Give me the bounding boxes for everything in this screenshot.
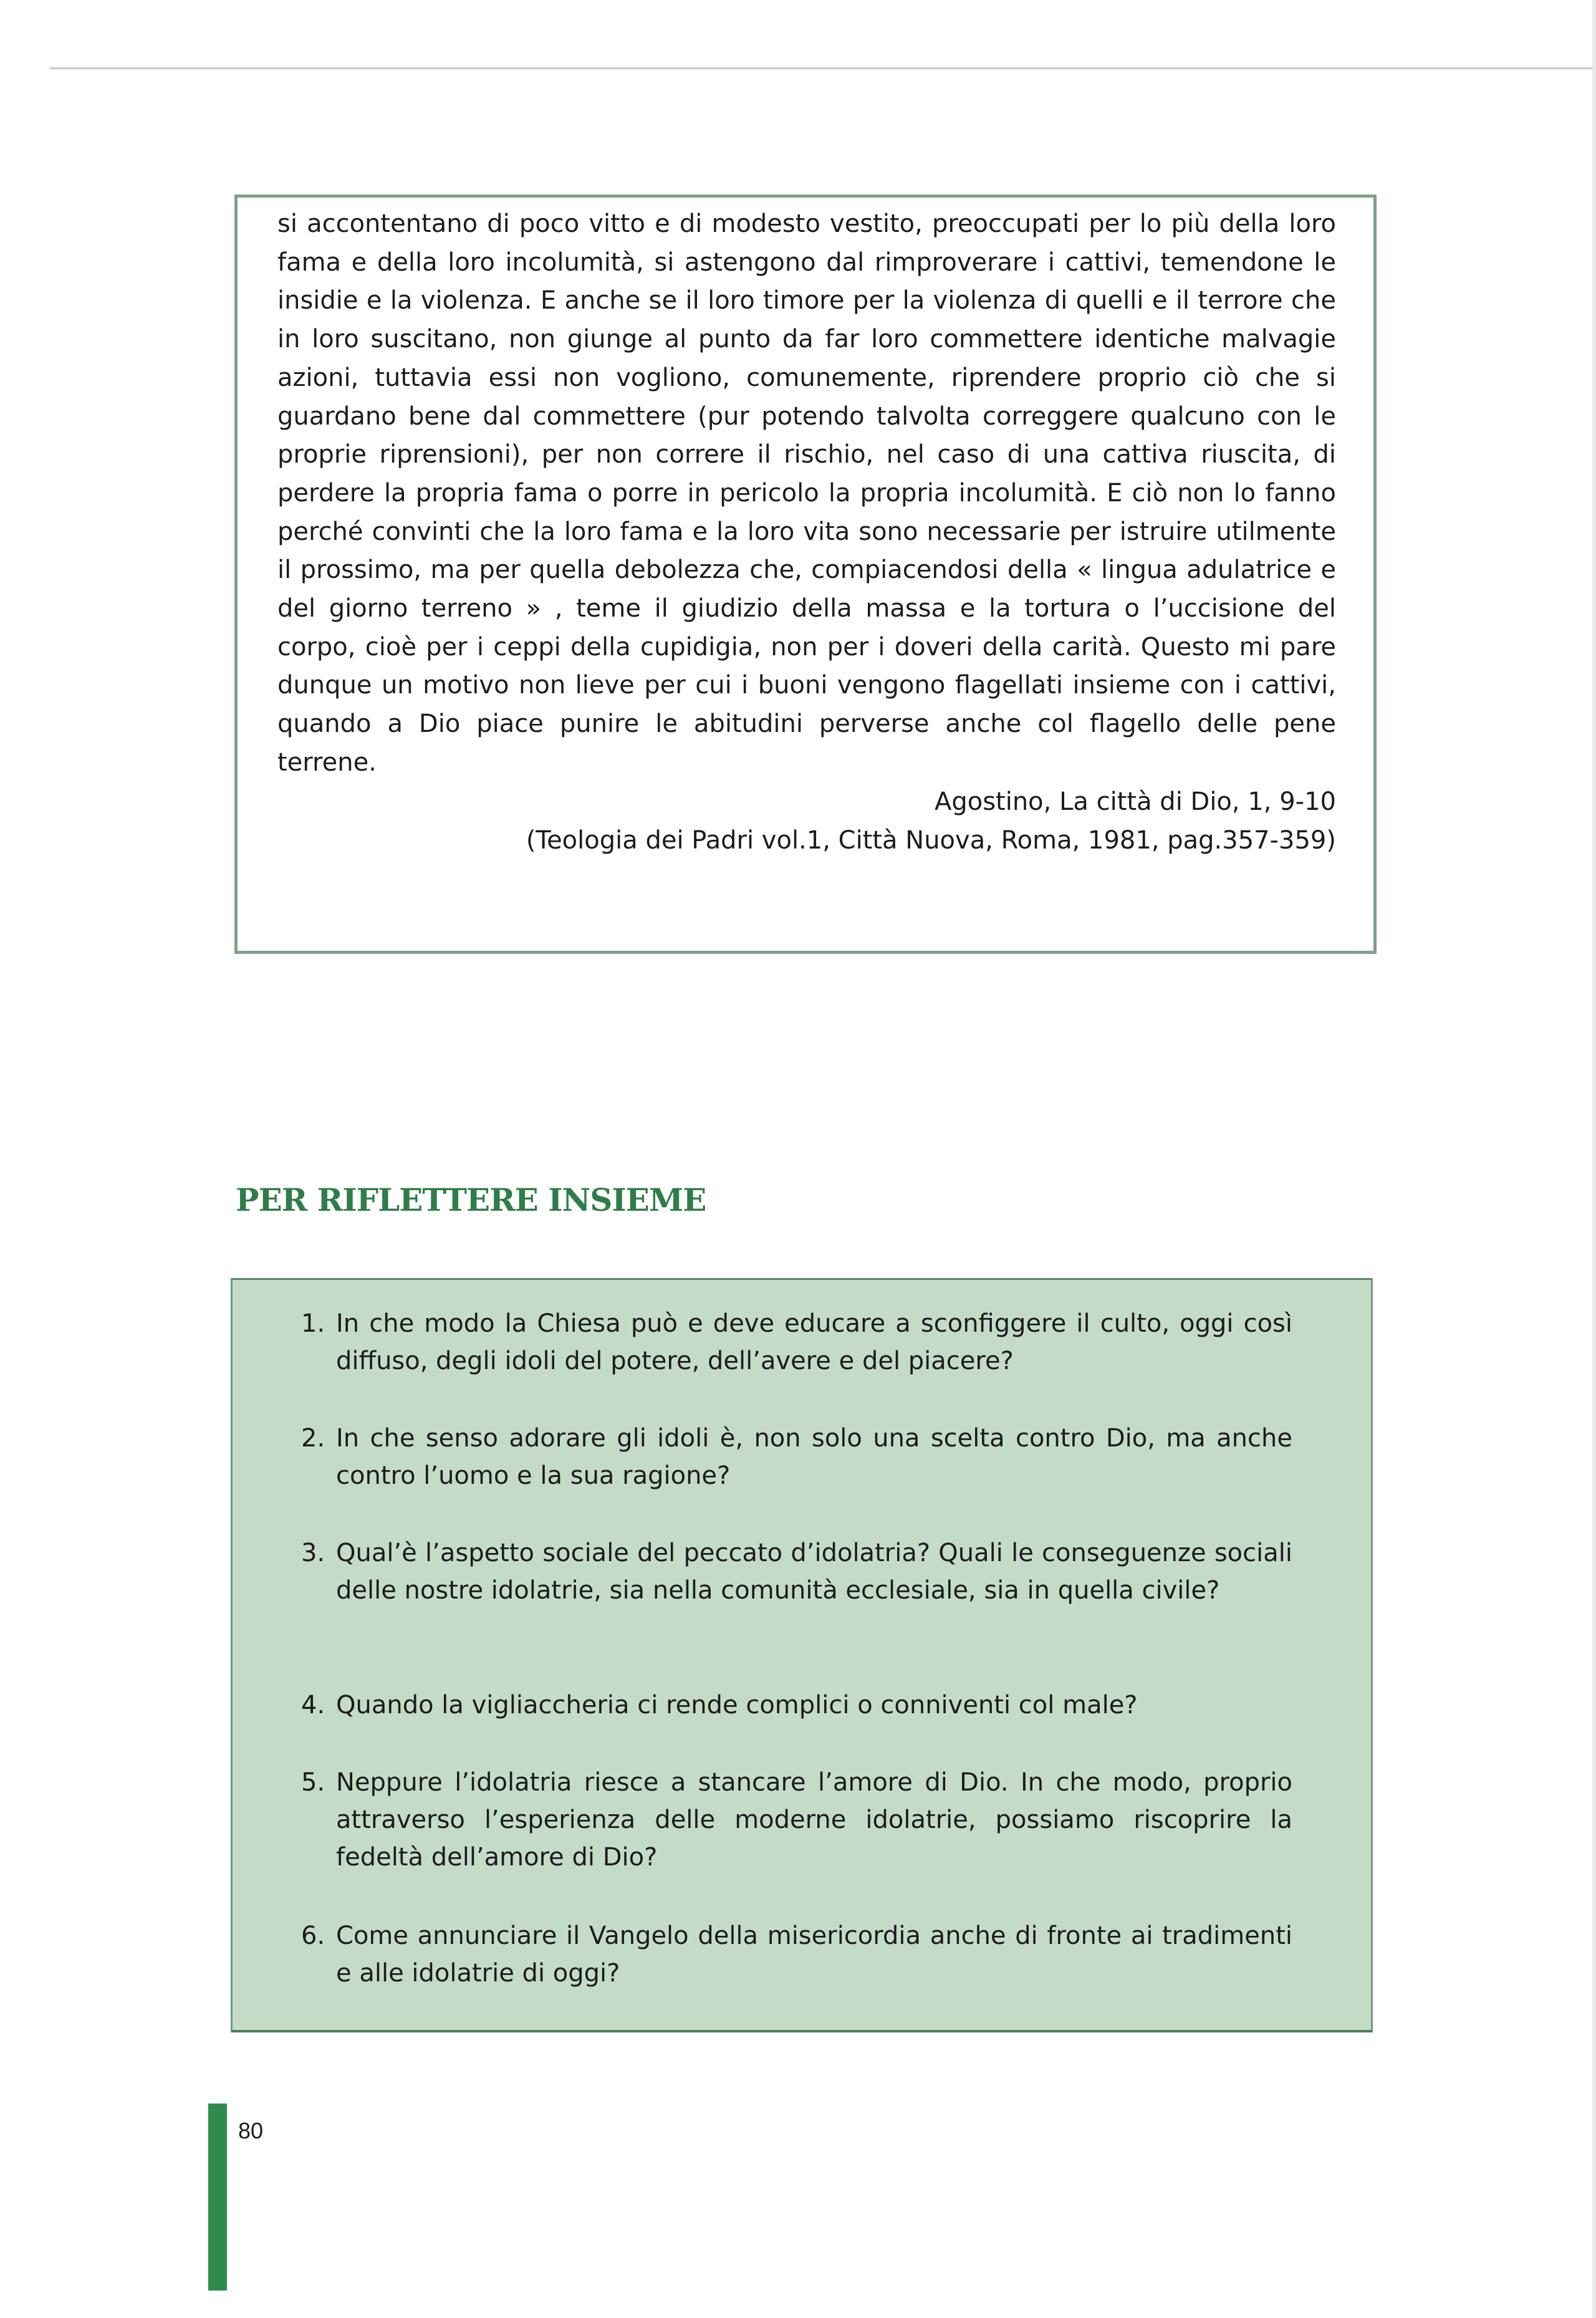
- question-number: 3.: [301, 1539, 325, 1567]
- question-text: Quando la vigliaccheria ci rende complici o conniventi col male?: [336, 1691, 1138, 1719]
- page-edge-shadow: [1592, 0, 1596, 2318]
- question-text: In che modo la Chiesa può e deve educare a sconfiggere il culto, oggi così diffuso, degli idoli del potere, dell’avere e del piacere?: [336, 1309, 1292, 1375]
- question-text: Qual’è l’aspetto sociale del peccato d’idolatria? Quali le conseguenze sociali delle nostre idolatrie, sia nella comunità ecclesiale, sia in quella civile?: [336, 1539, 1292, 1605]
- question-number: 5.: [301, 1768, 325, 1797]
- quotation-box: [234, 195, 1377, 954]
- question-item: [301, 1764, 1292, 1876]
- question-item: [301, 1420, 1292, 1494]
- question-number: 1.: [301, 1309, 325, 1338]
- question-text: Come annunciare il Vangelo della misericordia anche di fronte ai tradimenti e alle idolatrie di oggi?: [336, 1921, 1292, 1988]
- question-item: [301, 1534, 1292, 1609]
- citation-source: (Teologia dei Padri vol.1, Città Nuova, Roma, 1981, pag.357-359): [526, 825, 1336, 855]
- quotation-text: si accontentano di poco vitto e di modesto vestito, preoccupati per lo più della loro fama e della loro incolumità, si astengono dal rimproverare i cattivi, temendone le insidie e la violenza. E anche se il loro timore per la violenza di quelli e il terrore che in loro suscitano, non giunge al punto da far loro commettere identiche malvagie azioni, tuttavia essi non vogliono, comunemente, riprendere proprio ciò che si guardano bene dal commettere (pur potendo talvolta correggere qualcuno con le proprie riprensioni), per non correre il rischio, nel caso di una cattiva riuscita, di perdere la propria fama o porre in pericolo la propria incolumità. E ciò non lo fanno perché convinti che la loro fama e la loro vita sono necessarie per istruire utilmente il prossimo, ma per quella debolezza che, compiacendosi della « lingua adulatrice e del giorno terreno » , teme il giudizio della massa e la tortura o l’uccisione del corpo, cioè per i ceppi della cupidigia, non per i doveri della carità. Questo mi pare dunque un motivo non lieve per cui i buoni vengono flagellati insieme con i cattivi, quando a Dio piace punire le abitudini perverse anche col flagello delle pene terrene.: [277, 209, 1336, 777]
- question-number: 6.: [301, 1921, 325, 1950]
- top-divider: [50, 67, 1596, 69]
- section-title: PER RIFLETTERE INSIEME: [236, 1181, 706, 1218]
- questions-box: [231, 1278, 1373, 2032]
- question-item: [301, 1686, 1292, 1724]
- question-number: 2.: [301, 1424, 325, 1453]
- question-text: In che senso adorare gli idoli è, non solo una scelta contro Dio, ma anche contro l’uomo e la sua ragione?: [336, 1424, 1292, 1490]
- question-item: [301, 1305, 1292, 1380]
- question-text: Neppure l’idolatria riesce a stancare l’amore di Dio. In che modo, proprio attraverso l’esperienza delle moderne idolatrie, possiamo riscoprire la fedeltà dell’amore di Dio?: [336, 1768, 1292, 1872]
- page-margin-bar: [208, 2104, 227, 2291]
- question-item: [301, 1917, 1292, 1992]
- question-number: 4.: [301, 1691, 325, 1719]
- citation-author: Agostino, La città di Dio, 1, 9-10: [934, 787, 1336, 816]
- page-number: 80: [238, 2118, 264, 2143]
